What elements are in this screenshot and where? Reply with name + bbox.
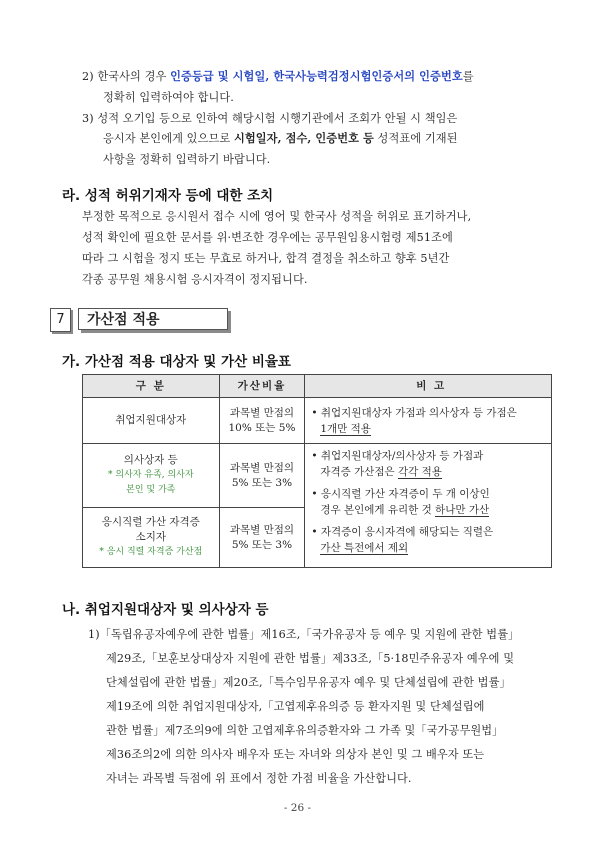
remark-1-line2: 1개만 적용 — [320, 422, 371, 435]
intro-item-2-prefix: 2) 한국사의 경우 — [82, 70, 171, 83]
remark-4-line2: 가산 특전에서 제외 — [320, 542, 409, 554]
category-label: 의사상자 등 — [123, 454, 178, 466]
section-ra-heading: 라. 성적 허위기재자 등에 대한 조치 — [62, 188, 274, 204]
intro-item-3-suffix: 성적표에 기재된 — [373, 132, 458, 145]
intro-item-2-suffix: 를 — [462, 70, 474, 83]
intro-item-3-line3: 사항을 정확히 입력하기 바랍니다. — [103, 153, 271, 166]
intro-item-2-line2: 정확히 입력하여야 합니다. — [103, 91, 234, 104]
table-cell-category: 취업지원대상자 — [83, 398, 220, 444]
section-na-line-5: 관한 법률」제7조의9에 의한 고엽제후유의증환자와 그 가족 및「국가공무원법」 — [106, 724, 504, 737]
section-na-line-4: 제19조에 의한 취업지원대상자,「고엽제후유의증 등 환자지원 및 단체설립에 — [106, 700, 485, 713]
table-header-rate: 가산비율 — [219, 375, 305, 398]
section-na-line-1: 1)「독립유공자예우에 관한 법률」제16조,「국가유공자 등 예우 및 지원에 관한 법률」 — [88, 628, 520, 641]
remark-3-line1: • 응시직렬 가산 자격증이 두 개 이상인 — [311, 488, 490, 500]
intro-item-3-line2 — [103, 130, 458, 146]
section-ra-line-4: 각종 공무원 채용시험 응시자격이 정지됩니다. — [82, 273, 308, 286]
category-label: 응시직렬 가산 자격증 — [101, 516, 200, 528]
remark-2-line1: • 취업지원대상자/의사상자 등 가점과 — [311, 450, 484, 462]
table-row — [83, 398, 552, 444]
remark-3-underline: 하나만 가산 — [435, 504, 490, 516]
remark-1-line1: • 취업지원대상자 가점과 의사상자 등 가점은 — [311, 406, 517, 419]
rate-line: 과목별 만점의 — [229, 461, 295, 474]
table-cell-remarks — [305, 398, 552, 444]
section-ra-line-2: 성적 확인에 필요한 문서를 위·변조한 경우에는 공무원임용시험령 제51조에 — [82, 231, 453, 244]
intro-item-2-highlight: 인증등급 및 시험일, 한국사능력검정시험인증서의 인증번호 — [170, 69, 463, 83]
table-cell-remarks — [305, 444, 552, 568]
intro-item-3-line1: 3) 성적 오기입 등으로 인하여 해당시험 시행기관에서 조회가 안될 시 책임은 — [82, 112, 458, 125]
rate-line: 과목별 만점의 — [229, 406, 295, 419]
section-ra-line-1: 부정한 목적으로 응시원서 접수 시에 영어 및 한국사 성적을 허위로 표기하거나, — [82, 210, 472, 223]
table-header-remarks: 비 고 — [305, 375, 552, 398]
category-note: * 응시 직렬 자격증 가산점 — [99, 547, 203, 557]
section-na-line-7: 자녀는 과목별 득점에 위 표에서 정한 가점 비율을 가산합니다. — [106, 772, 412, 785]
table-cell-category — [83, 508, 220, 568]
rate-line: 10% 또는 5% — [228, 421, 296, 434]
table-header-category: 구 분 — [83, 375, 220, 398]
table-row — [83, 444, 552, 508]
section-ra-line-3: 따라 그 시험을 정지 또는 무효로 하거나, 합격 결정을 취소하고 향후 5년간 — [82, 252, 450, 265]
category-label: 소지자 — [135, 531, 166, 543]
chapter-heading — [50, 308, 186, 336]
remark-3-prefix: 경우 본인에게 유리한 것 — [320, 504, 436, 516]
table-cell-category — [83, 444, 220, 508]
rate-line: 5% 또는 3% — [231, 476, 293, 489]
section-na-line-2: 제29조,「보훈보상대상자 지원에 관한 법률」제33조,「5·18민주유공자 예우에 및 — [106, 652, 515, 665]
page-number: - 26 - — [283, 802, 312, 814]
intro-item-3-bold: 시험일자, 점수, 인증번호 등 — [233, 131, 374, 145]
rate-line: 과목별 만점의 — [229, 523, 295, 536]
section-na-line-3: 단체설립에 관한 법률」제20조,「특수임무유공자 예우 및 단체설립에 관한 법률」 — [106, 676, 511, 689]
table-cell-rate — [219, 398, 305, 444]
table-cell-rate — [219, 444, 305, 508]
section-ga-heading: 가. 가산점 적용 대상자 및 가산 비율표 — [62, 354, 291, 370]
remark-2-underline: 각각 적용 — [398, 466, 442, 478]
category-note: 본인 및 가족 — [126, 485, 176, 495]
rate-line: 5% 또는 3% — [231, 538, 293, 551]
table-header-row — [83, 375, 552, 398]
remark-2-prefix: 자격증 가산점은 — [320, 466, 399, 478]
section-na-line-6: 제36조의2에 의한 의사자 배우자 또는 자녀와 의상자 본인 및 그 배우자 또는 — [106, 748, 485, 761]
remark-4-line1: • 자격증이 응시자격에 해당되는 직렬은 — [311, 526, 494, 538]
section-na-heading: 나. 취업지원대상자 및 의사상자 등 — [62, 602, 269, 618]
table-cell-rate — [219, 508, 305, 568]
intro-item-3-prefix: 응시자 본인에게 있으므로 — [103, 132, 234, 145]
chapter-number: 7 — [50, 308, 71, 332]
category-note: * 의사자 유족, 의사자 — [108, 470, 194, 480]
bonus-rate-table — [82, 374, 552, 568]
intro-item-2 — [82, 68, 474, 84]
chapter-title: 가산점 적용 — [78, 308, 228, 330]
